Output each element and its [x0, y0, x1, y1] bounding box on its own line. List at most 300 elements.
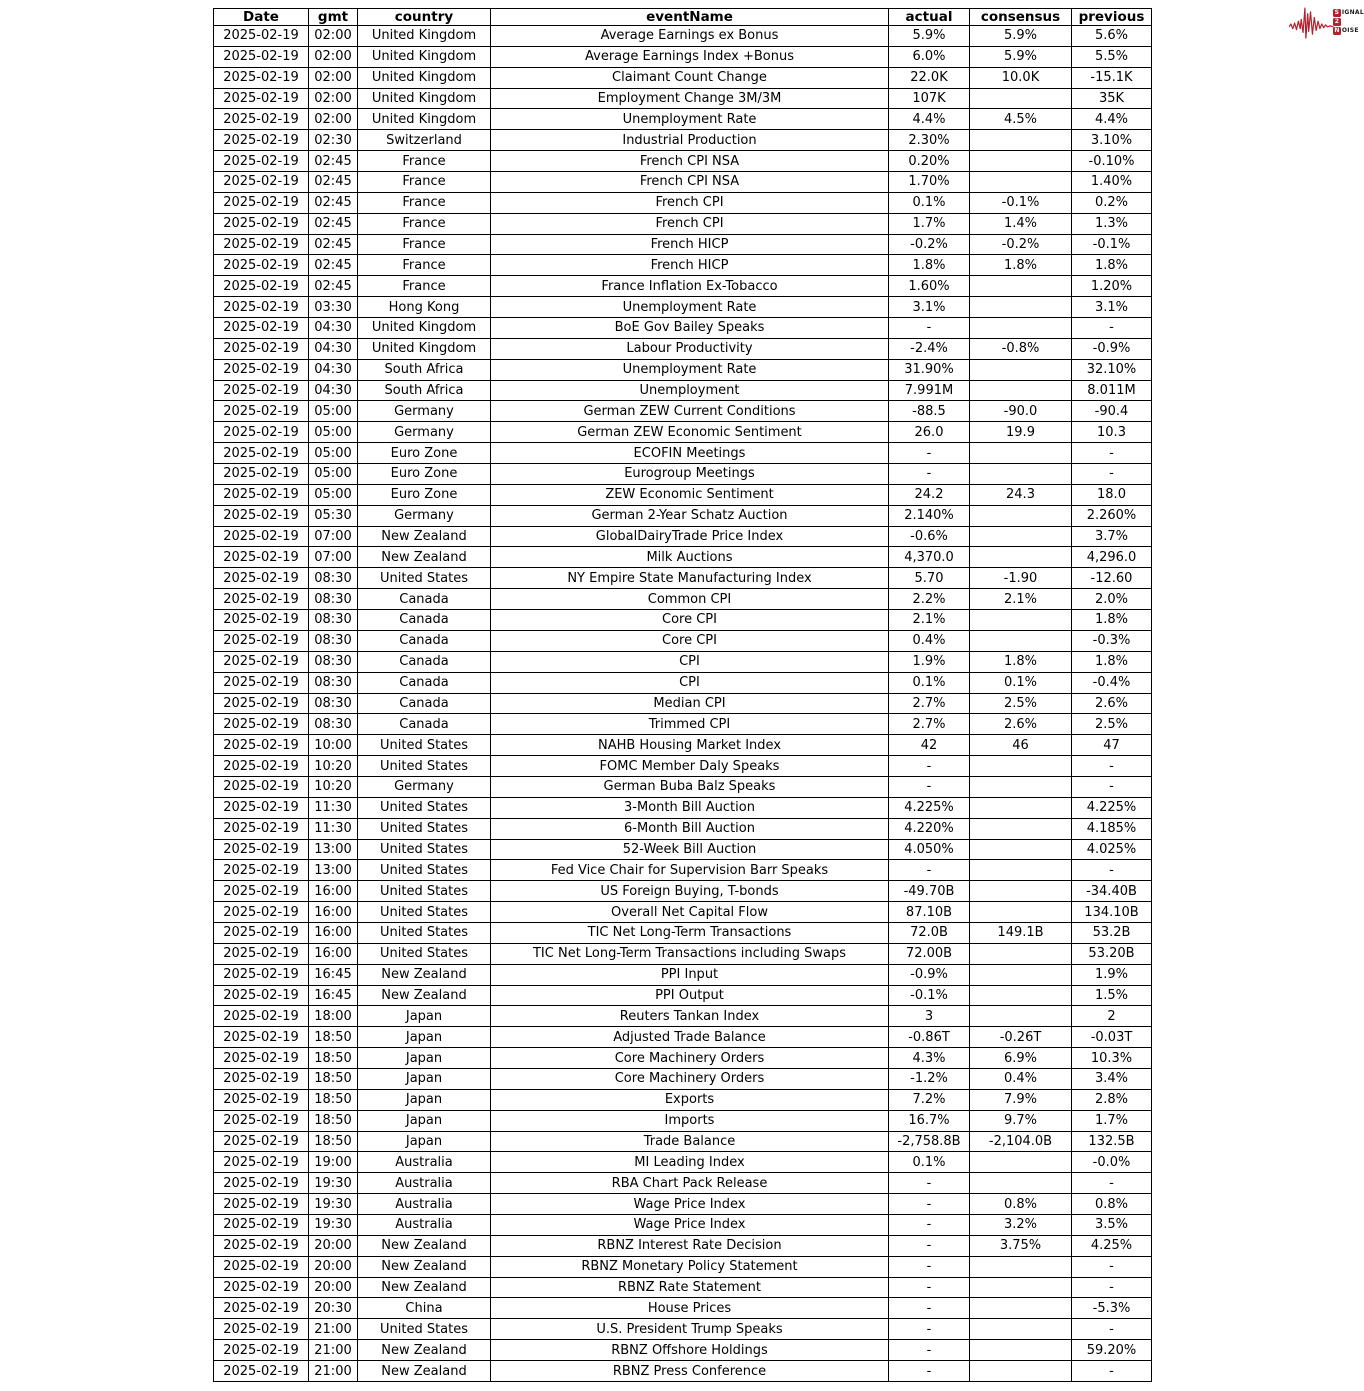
cell-eventname: RBNZ Press Conference — [491, 1361, 889, 1382]
cell-eventname: CPI — [491, 672, 889, 693]
cell-date: 2025-02-19 — [214, 1340, 309, 1361]
cell-country: Japan — [358, 1027, 491, 1048]
cell-country: Canada — [358, 714, 491, 735]
cell-gmt: 08:30 — [309, 568, 358, 589]
cell-eventname: MI Leading Index — [491, 1152, 889, 1173]
cell-date: 2025-02-19 — [214, 192, 309, 213]
cell-consensus — [970, 610, 1072, 631]
cell-country: Japan — [358, 1048, 491, 1069]
cell-consensus: -90.0 — [970, 401, 1072, 422]
cell-consensus: -0.26T — [970, 1027, 1072, 1048]
cell-consensus — [970, 797, 1072, 818]
cell-previous: 4.025% — [1072, 839, 1152, 860]
cell-gmt: 11:30 — [309, 818, 358, 839]
table-row — [214, 902, 1152, 923]
cell-date: 2025-02-19 — [214, 88, 309, 109]
cell-date: 2025-02-19 — [214, 1068, 309, 1089]
cell-eventname: Trimmed CPI — [491, 714, 889, 735]
cell-date: 2025-02-19 — [214, 401, 309, 422]
cell-gmt: 02:45 — [309, 234, 358, 255]
table-row — [214, 1006, 1152, 1027]
cell-date: 2025-02-19 — [214, 672, 309, 693]
cell-date: 2025-02-19 — [214, 818, 309, 839]
logo-letter-n: N — [1334, 27, 1340, 34]
logo-line-signal — [1333, 9, 1364, 17]
cell-date: 2025-02-19 — [214, 1235, 309, 1256]
table-row — [214, 839, 1152, 860]
cell-actual: -1.2% — [889, 1068, 970, 1089]
table-row — [214, 1298, 1152, 1319]
cell-consensus: 24.3 — [970, 484, 1072, 505]
cell-gmt: 05:00 — [309, 422, 358, 443]
cell-previous: 2.260% — [1072, 505, 1152, 526]
cell-date: 2025-02-19 — [214, 338, 309, 359]
cell-consensus: 2.5% — [970, 693, 1072, 714]
cell-actual: - — [889, 443, 970, 464]
cell-gmt: 20:00 — [309, 1235, 358, 1256]
cell-previous: -12.60 — [1072, 568, 1152, 589]
cell-consensus — [970, 985, 1072, 1006]
cell-previous: 59.20% — [1072, 1340, 1152, 1361]
cell-gmt: 05:00 — [309, 401, 358, 422]
table-row — [214, 1152, 1152, 1173]
cell-actual: - — [889, 318, 970, 339]
cell-gmt: 18:50 — [309, 1131, 358, 1152]
cell-country: United States — [358, 756, 491, 777]
cell-gmt: 02:45 — [309, 192, 358, 213]
cell-gmt: 07:00 — [309, 547, 358, 568]
cell-eventname: Fed Vice Chair for Supervision Barr Speaks — [491, 860, 889, 881]
cell-country: United States — [358, 860, 491, 881]
table-row — [214, 964, 1152, 985]
cell-date: 2025-02-19 — [214, 234, 309, 255]
cell-gmt: 04:30 — [309, 380, 358, 401]
cell-actual: 2.30% — [889, 130, 970, 151]
cell-gmt: 02:00 — [309, 67, 358, 88]
cell-gmt: 20:00 — [309, 1277, 358, 1298]
table-row — [214, 1068, 1152, 1089]
cell-country: New Zealand — [358, 526, 491, 547]
cell-country: New Zealand — [358, 964, 491, 985]
cell-consensus — [970, 839, 1072, 860]
cell-previous: - — [1072, 860, 1152, 881]
cell-actual: 2.7% — [889, 693, 970, 714]
cell-actual: 0.1% — [889, 192, 970, 213]
column-header-gmt: gmt — [309, 9, 358, 26]
cell-eventname: Core CPI — [491, 630, 889, 651]
cell-actual: 72.00B — [889, 943, 970, 964]
cell-gmt: 02:30 — [309, 130, 358, 151]
cell-date: 2025-02-19 — [214, 46, 309, 67]
table-row — [214, 818, 1152, 839]
cell-date: 2025-02-19 — [214, 26, 309, 47]
cell-previous: 5.5% — [1072, 46, 1152, 67]
cell-country: New Zealand — [358, 547, 491, 568]
table-row — [214, 1048, 1152, 1069]
table-row — [214, 630, 1152, 651]
cell-consensus: -0.1% — [970, 192, 1072, 213]
cell-eventname: GlobalDairyTrade Price Index — [491, 526, 889, 547]
cell-country: Australia — [358, 1152, 491, 1173]
cell-consensus — [970, 505, 1072, 526]
cell-country: Euro Zone — [358, 484, 491, 505]
cell-country: Germany — [358, 505, 491, 526]
cell-eventname: French CPI — [491, 192, 889, 213]
cell-date: 2025-02-19 — [214, 67, 309, 88]
cell-actual: - — [889, 464, 970, 485]
cell-gmt: 05:30 — [309, 505, 358, 526]
cell-country: United States — [358, 881, 491, 902]
cell-gmt: 02:45 — [309, 213, 358, 234]
cell-eventname: Wage Price Index — [491, 1194, 889, 1215]
cell-gmt: 02:00 — [309, 46, 358, 67]
cell-consensus: 0.4% — [970, 1068, 1072, 1089]
cell-previous: -0.03T — [1072, 1027, 1152, 1048]
cell-gmt: 19:30 — [309, 1173, 358, 1194]
cell-consensus — [970, 964, 1072, 985]
cell-date: 2025-02-19 — [214, 1027, 309, 1048]
cell-previous: 10.3 — [1072, 422, 1152, 443]
cell-eventname: US Foreign Buying, T-bonds — [491, 881, 889, 902]
cell-date: 2025-02-19 — [214, 1277, 309, 1298]
cell-consensus — [970, 902, 1072, 923]
cell-gmt: 05:00 — [309, 443, 358, 464]
cell-previous: 35K — [1072, 88, 1152, 109]
cell-country: Australia — [358, 1194, 491, 1215]
cell-date: 2025-02-19 — [214, 464, 309, 485]
cell-consensus: 1.4% — [970, 213, 1072, 234]
cell-country: Germany — [358, 422, 491, 443]
cell-country: France — [358, 192, 491, 213]
cell-country: Hong Kong — [358, 297, 491, 318]
cell-gmt: 21:00 — [309, 1319, 358, 1340]
cell-eventname: Industrial Production — [491, 130, 889, 151]
table-row — [214, 46, 1152, 67]
cell-eventname: 6-Month Bill Auction — [491, 818, 889, 839]
cell-eventname: Trade Balance — [491, 1131, 889, 1152]
cell-consensus — [970, 1319, 1072, 1340]
cell-gmt: 02:45 — [309, 151, 358, 172]
cell-country: United Kingdom — [358, 318, 491, 339]
cell-eventname: French CPI — [491, 213, 889, 234]
cell-consensus — [970, 297, 1072, 318]
cell-date: 2025-02-19 — [214, 297, 309, 318]
cell-date: 2025-02-19 — [214, 568, 309, 589]
cell-previous: 3.7% — [1072, 526, 1152, 547]
cell-gmt: 10:20 — [309, 776, 358, 797]
table-row — [214, 297, 1152, 318]
cell-consensus — [970, 776, 1072, 797]
cell-eventname: French HICP — [491, 255, 889, 276]
cell-previous: 1.8% — [1072, 651, 1152, 672]
cell-actual: 4,370.0 — [889, 547, 970, 568]
cell-date: 2025-02-19 — [214, 1298, 309, 1319]
cell-eventname: Overall Net Capital Flow — [491, 902, 889, 923]
cell-eventname: PPI Input — [491, 964, 889, 985]
logo-line-two — [1333, 18, 1364, 26]
cell-gmt: 16:00 — [309, 943, 358, 964]
cell-gmt: 18:50 — [309, 1089, 358, 1110]
cell-gmt: 10:20 — [309, 756, 358, 777]
cell-gmt: 08:30 — [309, 651, 358, 672]
cell-country: China — [358, 1298, 491, 1319]
cell-country: United States — [358, 818, 491, 839]
cell-gmt: 20:30 — [309, 1298, 358, 1319]
cell-consensus: -2,104.0B — [970, 1131, 1072, 1152]
cell-country: Germany — [358, 776, 491, 797]
cell-actual: 4.3% — [889, 1048, 970, 1069]
cell-date: 2025-02-19 — [214, 172, 309, 193]
cell-previous: 132.5B — [1072, 1131, 1152, 1152]
cell-consensus: 0.8% — [970, 1194, 1072, 1215]
cell-gmt: 08:30 — [309, 714, 358, 735]
cell-previous: - — [1072, 776, 1152, 797]
cell-actual: - — [889, 756, 970, 777]
column-header-eventname: eventName — [491, 9, 889, 26]
cell-consensus — [970, 881, 1072, 902]
cell-actual: 1.9% — [889, 651, 970, 672]
cell-consensus — [970, 318, 1072, 339]
cell-actual: -0.2% — [889, 234, 970, 255]
cell-actual: 87.10B — [889, 902, 970, 923]
cell-actual: -0.1% — [889, 985, 970, 1006]
cell-previous: 3.4% — [1072, 1068, 1152, 1089]
cell-eventname: German ZEW Economic Sentiment — [491, 422, 889, 443]
cell-actual: 22.0K — [889, 67, 970, 88]
cell-eventname: RBNZ Monetary Policy Statement — [491, 1256, 889, 1277]
cell-date: 2025-02-19 — [214, 1173, 309, 1194]
cell-eventname: TIC Net Long-Term Transactions including Swaps — [491, 943, 889, 964]
cell-actual: 0.4% — [889, 630, 970, 651]
cell-consensus: 1.8% — [970, 255, 1072, 276]
table-row — [214, 172, 1152, 193]
cell-date: 2025-02-19 — [214, 255, 309, 276]
cell-previous: 10.3% — [1072, 1048, 1152, 1069]
cell-actual: 24.2 — [889, 484, 970, 505]
cell-eventname: FOMC Member Daly Speaks — [491, 756, 889, 777]
cell-actual: 7.2% — [889, 1089, 970, 1110]
cell-gmt: 05:00 — [309, 484, 358, 505]
cell-gmt: 16:45 — [309, 985, 358, 1006]
cell-gmt: 08:30 — [309, 672, 358, 693]
table-row — [214, 943, 1152, 964]
cell-eventname: French HICP — [491, 234, 889, 255]
cell-previous: -90.4 — [1072, 401, 1152, 422]
cell-consensus — [970, 380, 1072, 401]
cell-gmt: 10:00 — [309, 735, 358, 756]
cell-previous: 32.10% — [1072, 359, 1152, 380]
cell-eventname: Unemployment — [491, 380, 889, 401]
cell-date: 2025-02-19 — [214, 547, 309, 568]
cell-gmt: 02:00 — [309, 88, 358, 109]
cell-eventname: RBNZ Offshore Holdings — [491, 1340, 889, 1361]
column-header-actual: actual — [889, 9, 970, 26]
cell-gmt: 16:45 — [309, 964, 358, 985]
cell-consensus — [970, 443, 1072, 464]
table-row — [214, 1173, 1152, 1194]
table-row — [214, 151, 1152, 172]
cell-gmt: 04:30 — [309, 338, 358, 359]
cell-eventname: Imports — [491, 1110, 889, 1131]
cell-consensus: -0.8% — [970, 338, 1072, 359]
cell-eventname: NAHB Housing Market Index — [491, 735, 889, 756]
logo-letter-2: 2 — [1334, 18, 1339, 25]
table-row — [214, 505, 1152, 526]
cell-date: 2025-02-19 — [214, 380, 309, 401]
table-row — [214, 213, 1152, 234]
cell-consensus — [970, 276, 1072, 297]
cell-country: Australia — [358, 1173, 491, 1194]
cell-previous: 53.2B — [1072, 922, 1152, 943]
cell-consensus — [970, 1152, 1072, 1173]
cell-previous: 3.1% — [1072, 297, 1152, 318]
cell-date: 2025-02-19 — [214, 484, 309, 505]
table-row — [214, 67, 1152, 88]
cell-date: 2025-02-19 — [214, 1131, 309, 1152]
cell-consensus — [970, 818, 1072, 839]
cell-eventname: French CPI NSA — [491, 172, 889, 193]
cell-consensus: 1.8% — [970, 651, 1072, 672]
cell-date: 2025-02-19 — [214, 505, 309, 526]
cell-consensus — [970, 756, 1072, 777]
cell-previous: 0.2% — [1072, 192, 1152, 213]
cell-date: 2025-02-19 — [214, 902, 309, 923]
cell-actual: 1.70% — [889, 172, 970, 193]
cell-date: 2025-02-19 — [214, 756, 309, 777]
cell-date: 2025-02-19 — [214, 1006, 309, 1027]
cell-eventname: Average Earnings Index +Bonus — [491, 46, 889, 67]
cell-actual: 2.2% — [889, 589, 970, 610]
cell-consensus: -0.2% — [970, 234, 1072, 255]
cell-actual: 6.0% — [889, 46, 970, 67]
table-row — [214, 735, 1152, 756]
cell-actual: 2.1% — [889, 610, 970, 631]
cell-gmt: 19:30 — [309, 1194, 358, 1215]
cell-gmt: 08:30 — [309, 630, 358, 651]
cell-eventname: Common CPI — [491, 589, 889, 610]
cell-eventname: BoE Gov Bailey Speaks — [491, 318, 889, 339]
cell-previous: -0.9% — [1072, 338, 1152, 359]
cell-actual: 0.20% — [889, 151, 970, 172]
table-row — [214, 401, 1152, 422]
cell-gmt: 16:00 — [309, 922, 358, 943]
cell-consensus — [970, 1361, 1072, 1382]
cell-date: 2025-02-19 — [214, 610, 309, 631]
cell-actual: 72.0B — [889, 922, 970, 943]
cell-consensus — [970, 151, 1072, 172]
cell-date: 2025-02-19 — [214, 1256, 309, 1277]
cell-actual: - — [889, 1256, 970, 1277]
cell-consensus — [970, 1340, 1072, 1361]
cell-actual: 3.1% — [889, 297, 970, 318]
table-row — [214, 109, 1152, 130]
table-row — [214, 484, 1152, 505]
cell-previous: 1.8% — [1072, 610, 1152, 631]
column-header-previous: previous — [1072, 9, 1152, 26]
cell-eventname: French CPI NSA — [491, 151, 889, 172]
cell-consensus — [970, 1173, 1072, 1194]
cell-date: 2025-02-19 — [214, 860, 309, 881]
cell-gmt: 13:00 — [309, 860, 358, 881]
cell-country: Japan — [358, 1110, 491, 1131]
cell-actual: - — [889, 1298, 970, 1319]
cell-actual: 1.8% — [889, 255, 970, 276]
cell-country: South Africa — [358, 359, 491, 380]
cell-previous: 4,296.0 — [1072, 547, 1152, 568]
cell-eventname: Unemployment Rate — [491, 109, 889, 130]
table-row — [214, 192, 1152, 213]
cell-consensus — [970, 630, 1072, 651]
cell-country: New Zealand — [358, 1235, 491, 1256]
cell-eventname: Core Machinery Orders — [491, 1068, 889, 1089]
cell-eventname: German 2-Year Schatz Auction — [491, 505, 889, 526]
cell-gmt: 04:30 — [309, 359, 358, 380]
cell-consensus: 3.75% — [970, 1235, 1072, 1256]
cell-date: 2025-02-19 — [214, 359, 309, 380]
cell-eventname: Claimant Count Change — [491, 67, 889, 88]
cell-date: 2025-02-19 — [214, 651, 309, 672]
table-row — [214, 651, 1152, 672]
cell-actual: - — [889, 1277, 970, 1298]
cell-country: United States — [358, 943, 491, 964]
table-row — [214, 338, 1152, 359]
cell-country: Canada — [358, 630, 491, 651]
cell-previous: - — [1072, 443, 1152, 464]
logo-text-block — [1333, 9, 1364, 35]
logo-letter-s: S — [1334, 9, 1339, 16]
cell-previous: 1.7% — [1072, 1110, 1152, 1131]
cell-actual: 1.7% — [889, 213, 970, 234]
cell-previous: - — [1072, 1319, 1152, 1340]
table-row — [214, 380, 1152, 401]
cell-date: 2025-02-19 — [214, 922, 309, 943]
table-row — [214, 1194, 1152, 1215]
cell-country: South Africa — [358, 380, 491, 401]
cell-country: New Zealand — [358, 1256, 491, 1277]
cell-consensus — [970, 943, 1072, 964]
cell-previous: - — [1072, 1256, 1152, 1277]
cell-previous: 1.9% — [1072, 964, 1152, 985]
cell-gmt: 02:00 — [309, 26, 358, 47]
table-row — [214, 88, 1152, 109]
cell-date: 2025-02-19 — [214, 443, 309, 464]
cell-actual: 7.991M — [889, 380, 970, 401]
cell-actual: 4.050% — [889, 839, 970, 860]
column-header-consensus: consensus — [970, 9, 1072, 26]
cell-date: 2025-02-19 — [214, 1194, 309, 1215]
cell-consensus — [970, 172, 1072, 193]
cell-eventname: RBNZ Rate Statement — [491, 1277, 889, 1298]
table-row — [214, 568, 1152, 589]
cell-eventname: German ZEW Current Conditions — [491, 401, 889, 422]
cell-consensus: 9.7% — [970, 1110, 1072, 1131]
cell-eventname: CPI — [491, 651, 889, 672]
table-row — [214, 1256, 1152, 1277]
cell-actual: - — [889, 1214, 970, 1235]
cell-previous: 47 — [1072, 735, 1152, 756]
logo-text-noise: OISE — [1341, 27, 1359, 34]
table-row — [214, 318, 1152, 339]
table-row — [214, 860, 1152, 881]
cell-date: 2025-02-19 — [214, 422, 309, 443]
cell-eventname: PPI Output — [491, 985, 889, 1006]
cell-country: United Kingdom — [358, 46, 491, 67]
cell-previous: 4.4% — [1072, 109, 1152, 130]
cell-date: 2025-02-19 — [214, 1214, 309, 1235]
cell-previous: - — [1072, 1173, 1152, 1194]
cell-date: 2025-02-19 — [214, 526, 309, 547]
cell-gmt: 18:50 — [309, 1048, 358, 1069]
